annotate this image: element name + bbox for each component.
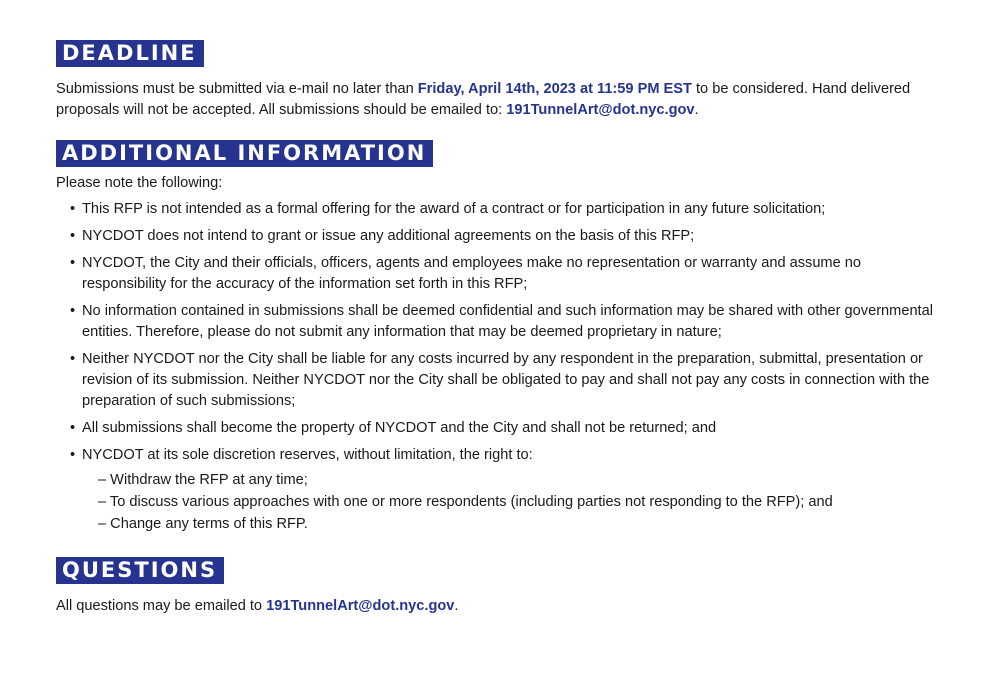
- deadline-heading: DEADLINE: [56, 40, 204, 67]
- bullet-item: [56, 226, 946, 247]
- bullet-item: [56, 199, 946, 220]
- bullet-glyph: •: [70, 420, 76, 436]
- questions-section: [56, 557, 946, 617]
- additional-information-heading: ADDITIONAL INFORMATION: [56, 140, 433, 167]
- deadline-text-1: Submissions must be submitted via e-mail no later than: [56, 81, 418, 97]
- additional-bullet-list: [56, 199, 946, 535]
- rights-sub-list: [82, 470, 946, 535]
- questions-email-link[interactable]: 191TunnelArt@dot.nyc.gov: [266, 598, 455, 614]
- deadline-date: Friday, April 14th, 2023 at 11:59 PM EST: [417, 81, 692, 97]
- bullet-glyph: •: [70, 447, 76, 463]
- deadline-section: [56, 40, 946, 121]
- questions-heading: QUESTIONS: [56, 557, 224, 584]
- questions-text-1: All questions may be emailed to: [56, 598, 267, 614]
- bullet-glyph: •: [70, 201, 76, 217]
- deadline-email-link[interactable]: 191TunnelArt@dot.nyc.gov: [506, 102, 695, 118]
- bullet-item: [56, 349, 946, 412]
- additional-intro: Please note the following:: [56, 175, 223, 191]
- bullet-text: NYCDOT at its sole discretion reserves, without limitation, the right to:: [82, 447, 533, 463]
- bullet-item: [56, 253, 946, 295]
- bullet-text: All submissions shall become the property of NYCDOT and the City and shall not be returned; and: [82, 420, 717, 436]
- bullet-glyph: •: [70, 255, 76, 271]
- bullet-glyph: •: [70, 303, 76, 319]
- deadline-paragraph: [56, 79, 946, 121]
- bullet-glyph: •: [70, 351, 76, 367]
- bullet-glyph: •: [70, 228, 76, 244]
- bullet-item: [56, 418, 946, 439]
- questions-paragraph: [56, 596, 946, 617]
- sub-item: – To discuss various approaches with one or more respondents (including parties not responding to the RFP); and: [98, 494, 833, 510]
- additional-information-section: [56, 140, 946, 535]
- deadline-text-2: to be considered. Hand delivered proposals will not be accepted. All submissions should be emailed to:: [56, 81, 911, 118]
- bullet-text: No information contained in submissions shall be deemed confidential and such information may be shared with other governmental entities. Therefore, please do not submit any information that may be deemed proprietary in nature;: [82, 303, 933, 340]
- bullet-text: Neither NYCDOT nor the City shall be liable for any costs incurred by any respondent in the preparation, submittal, presentation or revision of its submission. Neither NYCDOT nor the City shall be obligated to pay and shall not pay any costs in connection with the preparation of such submissions;: [82, 351, 930, 409]
- sub-item: – Withdraw the RFP at any time;: [98, 472, 308, 488]
- sub-item: – Change any terms of this RFP.: [98, 516, 308, 532]
- bullet-text: NYCDOT, the City and their officials, officers, agents and employees make no representation or warranty and assume no responsibility for the accuracy of the information set forth in this RFP;: [82, 255, 861, 292]
- bullet-text: NYCDOT does not intend to grant or issue any additional agreements on the basis of this RFP;: [82, 228, 695, 244]
- bullet-item: [56, 301, 946, 343]
- bullet-item: [56, 445, 946, 535]
- bullet-text: This RFP is not intended as a formal offering for the award of a contract or for participation in any future solicitation;: [82, 201, 826, 217]
- deadline-text-3: .: [694, 102, 699, 118]
- questions-text-2: .: [454, 598, 459, 614]
